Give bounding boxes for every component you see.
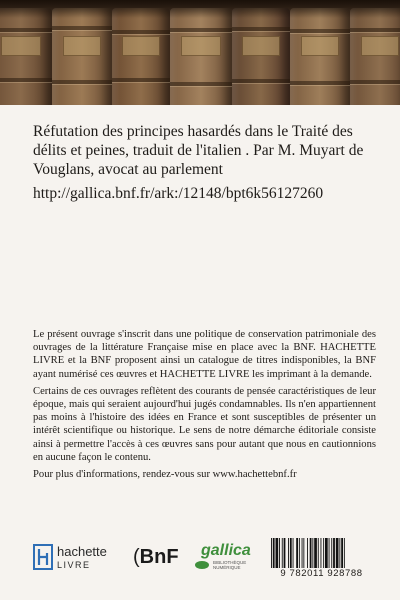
book-spine [170, 8, 232, 105]
barcode-bar [293, 538, 294, 570]
barcode-bar [325, 538, 328, 570]
barcode-bar [314, 538, 317, 570]
hachette-sub: LIVRE [57, 560, 91, 570]
barcode-bar [318, 538, 319, 570]
gallica-logo [191, 538, 253, 578]
barcode-bar [282, 538, 283, 570]
barcode-digits: 9 782011 928788 [263, 568, 380, 579]
barcode-bar [333, 538, 335, 570]
gallica-sub: BIBLIOTHÈQUE NUMÉRIQUE [213, 560, 247, 570]
bnf-logo: (BnF [133, 546, 179, 568]
barcode-bar [302, 538, 303, 570]
source-url[interactable]: http://gallica.bnf.fr/ark:/12148/bpt6k56127260 [33, 185, 324, 202]
barcode-bar [273, 538, 275, 570]
hachette-name: hachette [57, 544, 107, 559]
notice-paragraph: Certains de ces ouvrages reflètent des courants de pensée caractéristiques de leur époque, mais qui seraient aujourd'hui jugés condamnables. Ils n'en appartiennent pas moins à l'histoire des idées en France et sont susceptibles de présenter un intérêt scientifique ou historique. Le sens de notre démarche éditoriale consiste ainsi à permettre l'accès à ces œuvres sans pour autant que nous en cautionnions en aucune façon le contenu. [33, 385, 376, 463]
barcode-bar [323, 538, 324, 570]
barcode-bar [339, 538, 340, 570]
book-spine [350, 8, 400, 105]
hachette-h-icon [33, 544, 53, 570]
barcode-bar [344, 538, 345, 570]
barcode-bar [279, 538, 280, 570]
publisher-notice [33, 328, 376, 485]
barcode-bar [290, 538, 292, 570]
banner-shadow [0, 0, 400, 18]
footer-logos [33, 538, 378, 578]
barcode-bar [296, 538, 298, 570]
barcode-bar [321, 538, 322, 570]
barcode-bar [271, 538, 272, 570]
barcode-bars [263, 538, 380, 570]
barcode-bar [341, 538, 343, 570]
barcode-bar [288, 538, 289, 570]
barcode-bar [329, 538, 330, 570]
barcode-bar [331, 538, 332, 570]
barcode-bar [303, 538, 304, 570]
gallica-text: gallica [201, 542, 251, 559]
barcode-bar [284, 538, 286, 570]
barcode-bar [310, 538, 312, 570]
isbn-barcode [263, 538, 380, 580]
notice-paragraph: Le présent ouvrage s'inscrit dans une politique de conservation patrimoniale des ouvrages de la littérature Française mise en place avec la BNF. HACHETTE LIVRE et la BNF proposent ainsi un catalogue de titres indisponibles, la BNF ayant numérisé ces œuvres et HACHETTE LIVRE les imprimant à la demande. [33, 329, 376, 380]
books-photo-banner [0, 0, 400, 105]
book-spine [0, 8, 52, 105]
book-title: Réfutation des principes hasardés dans le Traité des délits et peines, traduit de l'italien . Par M. Muyart de Vouglans, avocat au parlement [33, 123, 364, 178]
barcode-bar [336, 538, 339, 570]
barcode-bar [307, 538, 308, 570]
leaf-icon [194, 559, 210, 571]
book-spine [232, 8, 290, 105]
book-spine [52, 8, 112, 105]
bnf-text: BnF [139, 546, 179, 568]
barcode-bar [276, 538, 279, 570]
barcode-bar [312, 538, 313, 570]
hachette-livre-logo [33, 540, 121, 576]
book-spine [112, 8, 170, 105]
book-spine [290, 8, 350, 105]
notice-paragraph: Pour plus d'informations, rendez-vous sur www.hachettebnf.fr [33, 469, 297, 481]
barcode-bar [299, 538, 300, 570]
